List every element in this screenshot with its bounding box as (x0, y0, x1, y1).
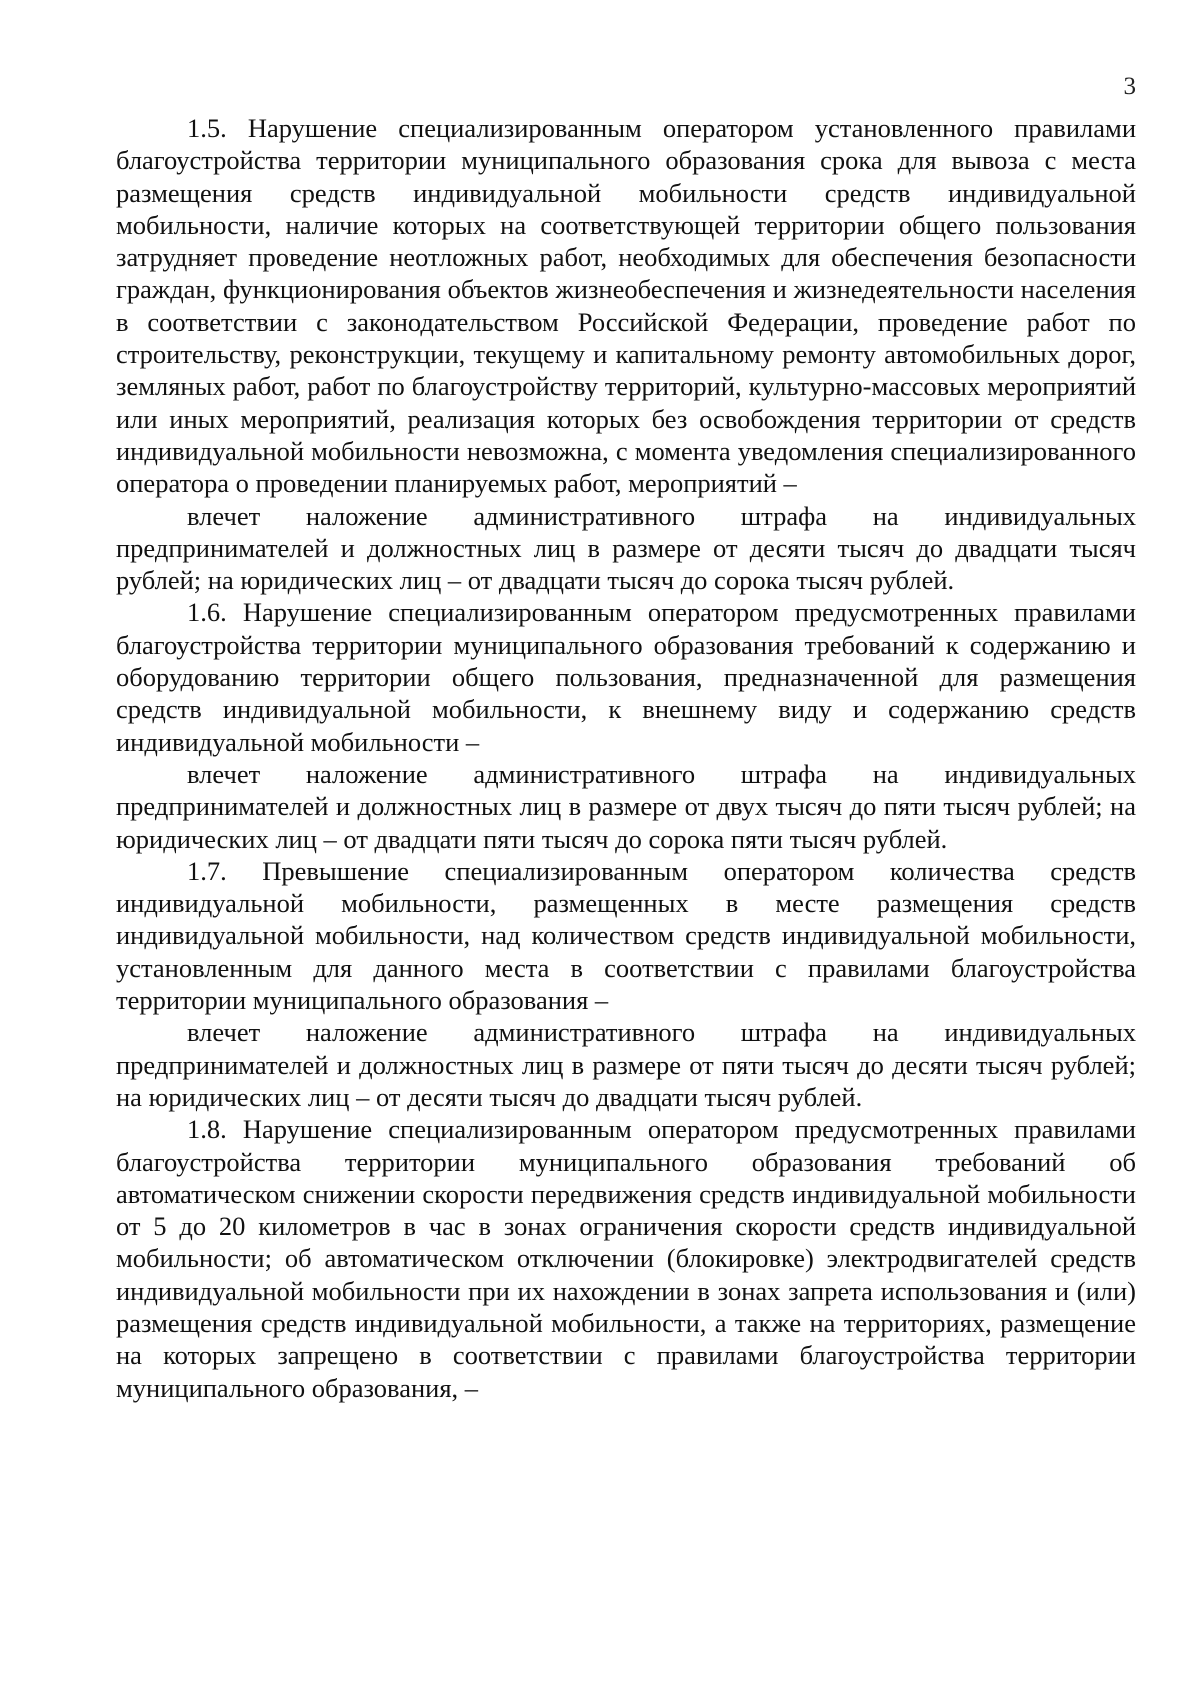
document-body (116, 112, 1136, 1404)
page-number: 3 (1123, 73, 1136, 100)
paragraph-1-7: 1.7. Превышение специализированным оператором количества средств индивидуальной мобильности, размещенных в месте размещения средств индивидуальной мобильности, над количеством средств индивидуальной мобильности, установленным для данного места в соответствии с правилами благоустройства территории муниципального образования – (116, 855, 1136, 1016)
paragraph-1-5: 1.5. Нарушение специализированным оператором установленного правилами благоустройства территории муниципального образования срока для вывоза с места размещения средств индивидуальной мобильности средств индивидуальной мобильности, наличие которых на соответствующей территории общего пользования затрудняет проведение неотложных работ, необходимых для обеспечения безопасности граждан, функционирования объектов жизнеобеспечения и жизнедеятельности населения в соответствии с законодательством Российской Федерации, проведение работ по строительству, реконструкции, текущему и капитальному ремонту автомобильных дорог, земляных работ, работ по благоустройству территорий, культурно-массовых мероприятий или иных мероприятий, реализация которых без освобождения территории от средств индивидуальной мобильности невозможна, с момента уведомления специализированного оператора о проведении планируемых работ, мероприятий – (116, 113, 1136, 499)
paragraph-1-6-penalty: влечет наложение административного штрафа на индивидуальных предпринимателей и должностных лиц в размере от двух тысяч до пяти тысяч рублей; на юридических лиц – от двадцати пяти тысяч до сорока пяти тысяч рублей. (116, 758, 1136, 854)
paragraph-1-5-penalty: влечет наложение административного штрафа на индивидуальных предпринимателей и должностных лиц в размере от десяти тысяч до двадцати тысяч рублей; на юридических лиц – от двадцати тысяч до сорока тысяч рублей. (116, 500, 1136, 596)
paragraph-1-7-penalty: влечет наложение административного штрафа на индивидуальных предпринимателей и должностных лиц в размере от пяти тысяч до десяти тысяч рублей; на юридических лиц – от десяти тысяч до двадцати тысяч рублей. (116, 1017, 1136, 1112)
paragraph-1-6: 1.6. Нарушение специализированным оператором предусмотренных правилами благоустройства территории муниципального образования требований к содержанию и оборудованию территории общего пользования, предназначенной для размещения средств индивидуальной мобильности, к внешнему виду и содержанию средств индивидуальной мобильности – (116, 597, 1136, 757)
paragraph-1-8: 1.8. Нарушение специализированным оператором предусмотренных правилами благоустройства территории муниципального образования требований об автоматическом снижении скорости передвижения средств индивидуальной мобильности от 5 до 20 километров в час в зонах ограничения скорости средств индивидуальной мобильности; об автоматическом отключении (блокировке) электродвигателей средств индивидуальной мобильности при их нахождении в зонах запрета использования и (или) размещения средств индивидуальной мобильности, а также на территориях, размещение на которых запрещено в соответствии с правилами благоустройства территории муниципального образования, – (116, 1114, 1136, 1403)
